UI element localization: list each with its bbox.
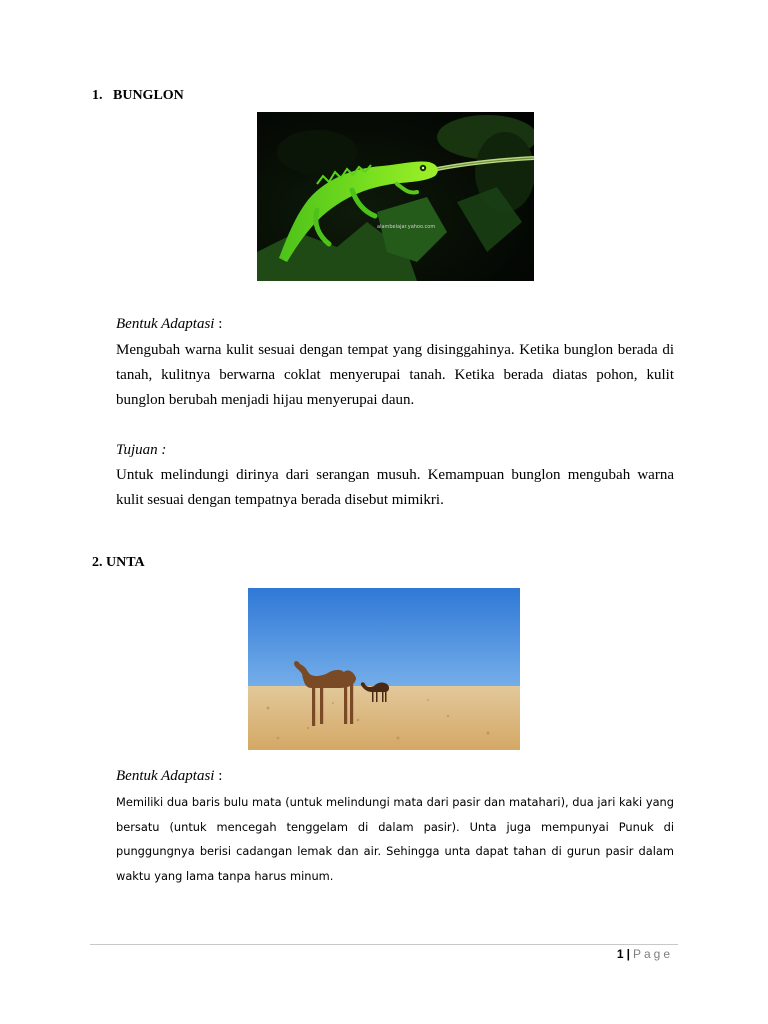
adaptation-label-unta: Bentuk Adaptasi : [116, 768, 223, 784]
heading-unta: 2. UNTA [92, 555, 145, 570]
photo-watermark: alambelajar.yahoo.com [377, 224, 436, 230]
adaptation-label-text: Bentuk Adaptasi [116, 316, 215, 332]
camel-illustration [248, 588, 520, 750]
adaptation-text-unta: Memiliki dua baris bulu mata (untuk melindungi mata dari pasir dan matahari), dua jari kaki yang bersatu (untuk mencegah tenggelam di dalam pasir). Unta juga mempunyai Punuk di punggungnya berisi cadangan lemak dan air. Sehingga unta dapat tahan di gurun pasir dalam waktu yang lama tanpa harus minum. [116, 795, 674, 883]
adaptation-label-bunglon: Bentuk Adaptasi : [116, 316, 223, 332]
chameleon-illustration [257, 112, 534, 281]
purpose-label-text: Tujuan : [116, 442, 167, 458]
chameleon-photo [257, 112, 534, 281]
adaptation-label-text: Bentuk Adaptasi [116, 768, 215, 784]
footer-rule [90, 944, 678, 945]
page-word: Page [632, 947, 673, 961]
heading-bunglon: 1. BUNGLON [92, 88, 184, 103]
purpose-label-bunglon [116, 442, 166, 459]
purpose-text-bunglon: Untuk melindungi dirinya dari serangan musuh. Kemampuan bunglon mengubah warna kulit sesuai dengan tempatnya berada disebut mimikri. [116, 467, 674, 508]
adaptation-text-bunglon: Mengubah warna kulit sesuai dengan tempat yang disinggahinya. Ketika bunglon berada di tanah, kulitnya berwarna coklat menyerupai tanah. Ketika berada diatas pohon, kulit bunglon berubah menjadi hijau menyerupai daun. [116, 342, 674, 408]
page-footer [617, 947, 673, 961]
page-number: 1 [616, 947, 624, 961]
footer-separator: | [626, 947, 630, 961]
camel-photo [248, 588, 520, 750]
